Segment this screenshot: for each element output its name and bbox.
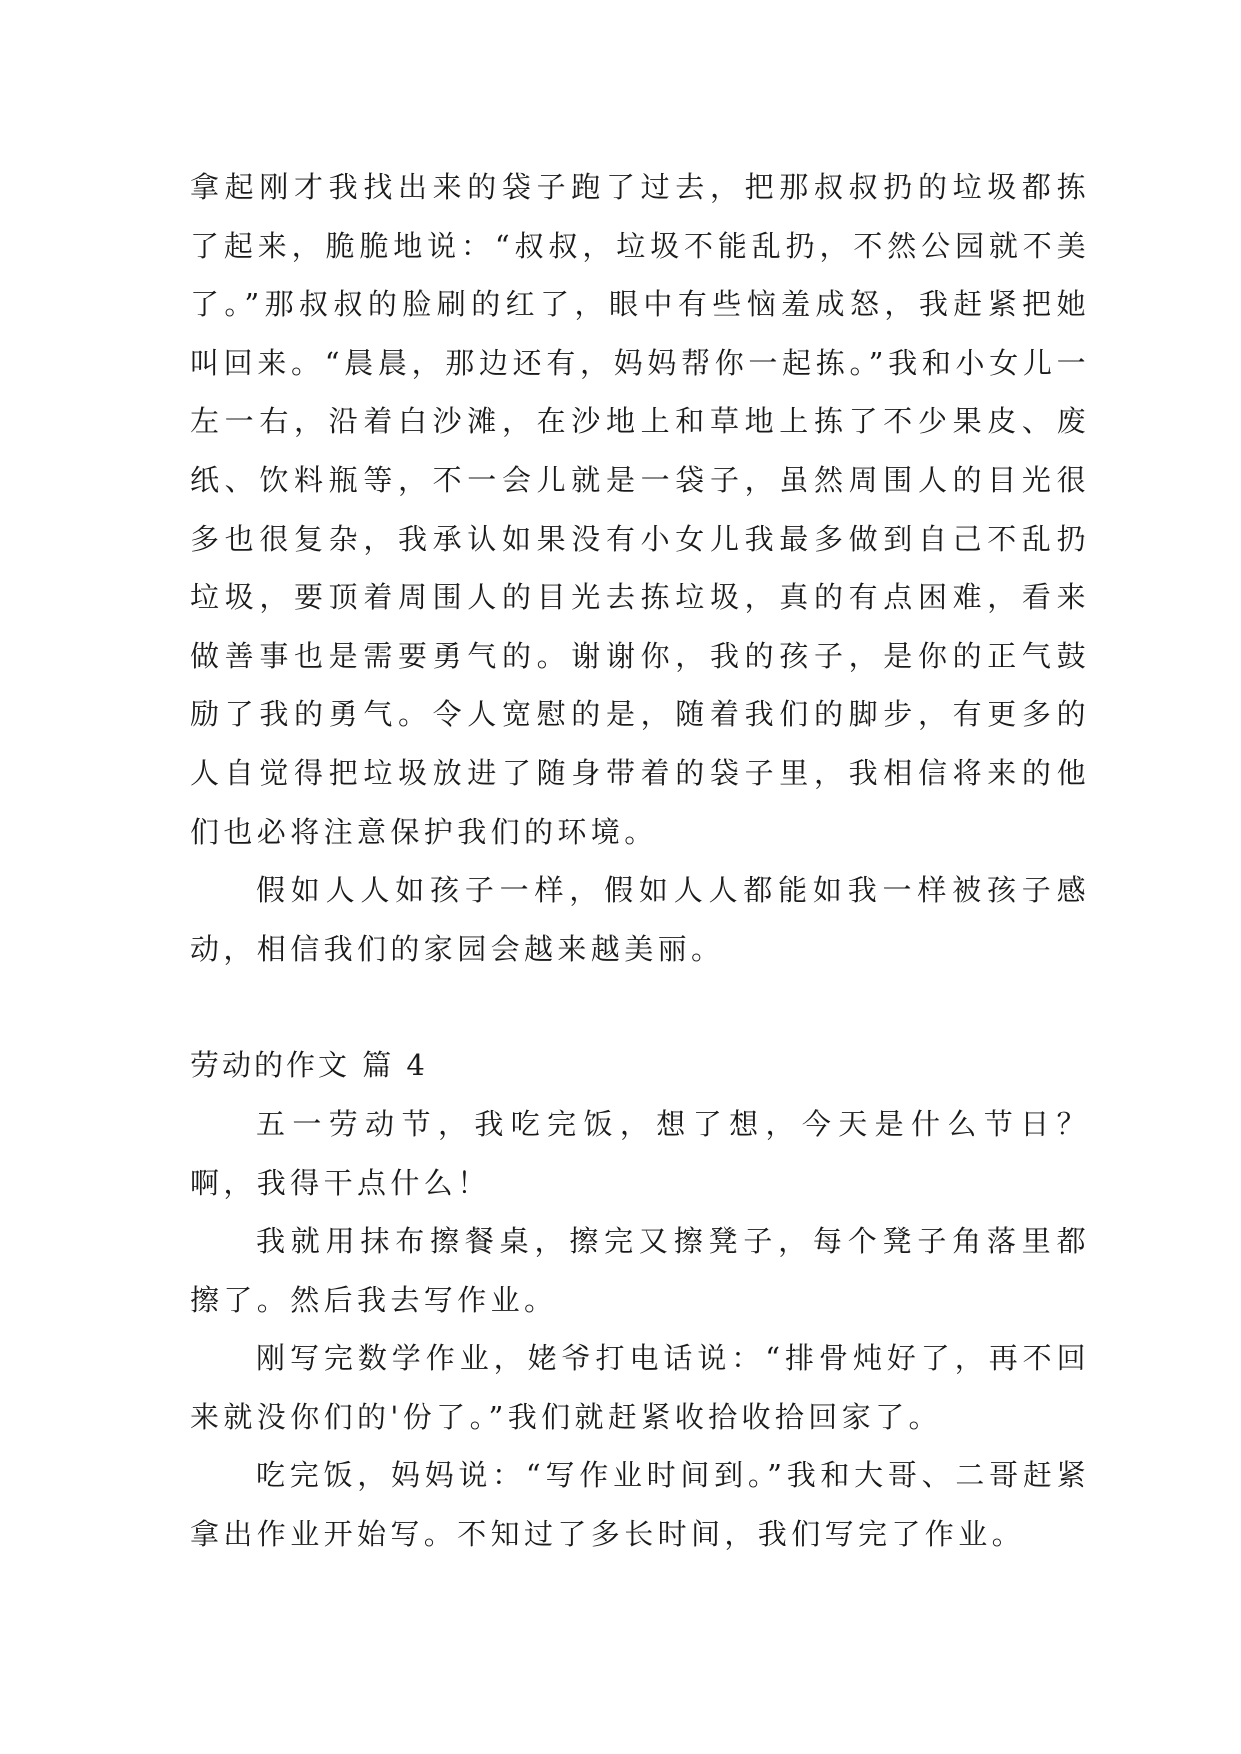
paragraph-4: 我就用抹布擦餐桌，擦完又擦凳子，每个凳子角落里都擦了。然后我去写作业。: [190, 1224, 1090, 1317]
paragraph-5: 刚写完数学作业，姥爷打电话说：“排骨炖好了，再不回来就没你们的'份了。”我们就赶紧收拾收拾回家了。: [190, 1341, 1090, 1434]
paragraph-1: 拿起刚才我找出来的袋子跑了过去，把那叔叔扔的垃圾都拣了起来，脆脆地说：“叔叔，垃圾不能乱扔，不然公园就不美了。”那叔叔的脸刷的红了，眼中有些恼羞成怒，我赶紧把她叫回来。“晨晨，那边还有，妈妈帮你一起拣。”我和小女儿一左一右，沿着白沙滩，在沙地上和草地上拣了不少果皮、废纸、饮料瓶等，不一会儿就是一袋子，虽然周围人的目光很多也很复杂，我承认如果没有小女儿我最多做到自己不乱扔垃圾，要顶着周围人的目光去拣垃圾，真的有点困难，看来做善事也是需要勇气的。谢谢你，我的孩子，是你的正气鼓励了我的勇气。令人宽慰的是，随着我们的脚步，有更多的人自觉得把垃圾放进了随身带着的袋子里，我相信将来的他们也必将注意保护我们的环境。: [190, 170, 1090, 849]
paragraph-3: 五一劳动节，我吃完饭，想了想，今天是什么节日？啊，我得干点什么！: [190, 1106, 1090, 1200]
paragraph-6: 吃完饭，妈妈说：“写作业时间到。”我和大哥、二哥赶紧拿出作业开始写。不知过了多长时间，我们写完了作业。: [190, 1458, 1090, 1552]
document-body: [190, 158, 1090, 1564]
section-title: 劳动的作文 篇 4: [190, 1048, 428, 1083]
paragraph-2: 假如人人如孩子一样，假如人人都能如我一样被孩子感动，相信我们的家园会越来越美丽。: [190, 873, 1090, 966]
